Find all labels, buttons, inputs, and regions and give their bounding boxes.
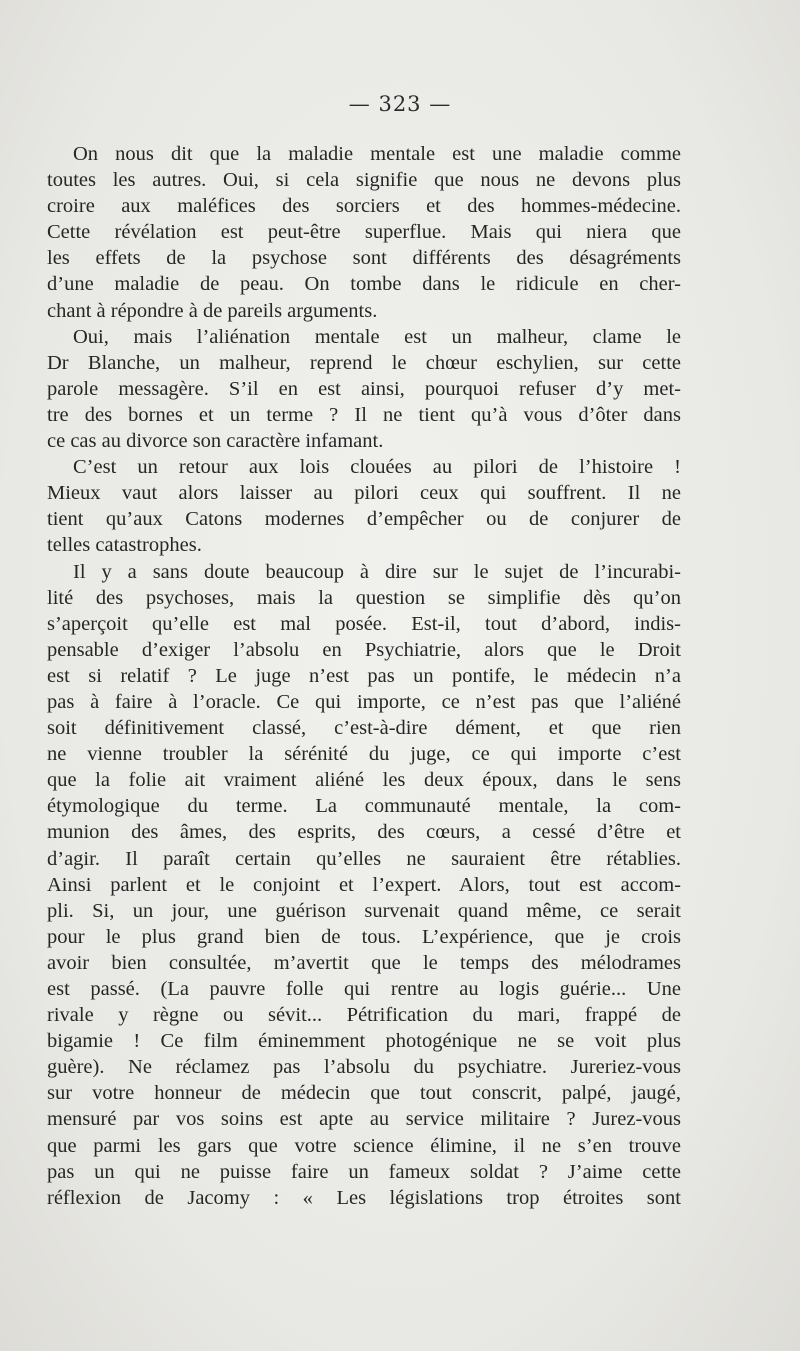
body-text <box>47 141 681 1211</box>
text-line: Dr Blanche, un malheur, reprend le chœur eschylien, sur cette <box>47 351 681 374</box>
text-line: étymologique du terme. La communauté mentale, la com- <box>47 795 681 818</box>
text-line: Cette révélation est peut-être superflue. Mais qui niera que <box>47 221 681 244</box>
text-line: pas un qui ne puisse faire un fameux soldat ? J’aime cette <box>47 1160 681 1183</box>
text-line: soit définitivement classé, c’est-à-dire dément, et que rien <box>47 717 681 740</box>
text-line: lité des psychoses, mais la question se simplifie dès qu’on <box>47 586 681 609</box>
text-line: tre des bornes et un terme ? Il ne tient qu’à vous d’ôter dans <box>47 403 681 426</box>
text-line: les effets de la psychose sont différents des désagréments <box>47 247 681 270</box>
text-line: tient qu’aux Catons modernes d’empêcher ou de conjurer de <box>47 508 681 531</box>
text-line: sur votre honneur de médecin que tout conscrit, palpé, jaugé, <box>47 1082 681 1105</box>
text-line: pas à faire à l’oracle. Ce qui importe, ce n’est pas que l’aliéné <box>47 690 681 713</box>
text-line: est passé. (La pauvre folle qui rentre au logis guérie... Une <box>47 978 681 1000</box>
text-line: ce cas au divorce son caractère infamant. <box>47 430 384 453</box>
text-line: munion des âmes, des esprits, des cœurs, a cessé d’être et <box>47 821 681 844</box>
text-line: d’agir. Il paraît certain qu’elles ne sauraient être rétablies. <box>47 847 681 870</box>
text-line: que parmi les gars que votre science élimine, il ne s’en trouve <box>47 1134 681 1157</box>
page-number: — 323 — <box>348 92 452 116</box>
text-line: avoir bien consultée, m’avertit que le temps des mélodrames <box>47 951 681 974</box>
text-line: s’aperçoit qu’elle est mal posée. Est-il, tout d’abord, indis- <box>47 612 681 635</box>
text-line: guère). Ne réclamez pas l’absolu du psychiatre. Jureriez-vous <box>47 1056 681 1079</box>
text-line: toutes les autres. Oui, si cela signifie que nous ne devons plus <box>47 169 681 192</box>
text-line: réflexion de Jacomy : « Les législations trop étroites sont <box>47 1186 681 1209</box>
text-line: est si relatif ? Le juge n’est pas un pontife, le médecin n’a <box>47 664 681 687</box>
text-line: Oui, mais l’aliénation mentale est un malheur, clame le <box>73 325 681 348</box>
text-line: pli. Si, un jour, une guérison survenait quand même, ce serait <box>47 899 681 922</box>
text-line: Ainsi parlent et le conjoint et l’expert. Alors, tout est accom- <box>47 873 681 896</box>
text-line: C’est un retour aux lois clouées au pilori de l’histoire ! <box>73 456 681 479</box>
text-line: chant à répondre à de pareils arguments. <box>47 299 378 322</box>
text-line: telles catastrophes. <box>47 534 202 557</box>
text-line: rivale y règne ou sévit... Pétrification du mari, frappé de <box>47 1004 681 1027</box>
text-line: ne vienne troubler la sérénité du juge, ce qui importe c’est <box>47 743 681 766</box>
text-line: On nous dit que la maladie mentale est une maladie comme <box>73 143 681 165</box>
text-line: parole messagère. S’il en est ainsi, pourquoi refuser d’y met- <box>47 377 681 400</box>
text-line: croire aux maléfices des sorciers et des hommes-médecine. <box>47 195 681 218</box>
text-line: d’une maladie de peau. On tombe dans le ridicule en cher- <box>47 273 681 296</box>
text-line: pensable d’exiger l’absolu en Psychiatrie, alors que le Droit <box>47 638 681 661</box>
text-line: que la folie ait vraiment aliéné les deux époux, dans le sens <box>47 769 681 792</box>
text-line: mensuré par vos soins est apte au service militaire ? Jurez-vous <box>47 1108 681 1131</box>
text-line: Mieux vaut alors laisser au pilori ceux qui souffrent. Il ne <box>47 482 681 505</box>
text-line: pour le plus grand bien de tous. L’expérience, que je crois <box>47 925 681 948</box>
text-line: Il y a sans doute beaucoup à dire sur le sujet de l’incurabi- <box>73 560 681 583</box>
text-line: bigamie ! Ce film éminemment photogénique ne se voit plus <box>47 1030 681 1053</box>
